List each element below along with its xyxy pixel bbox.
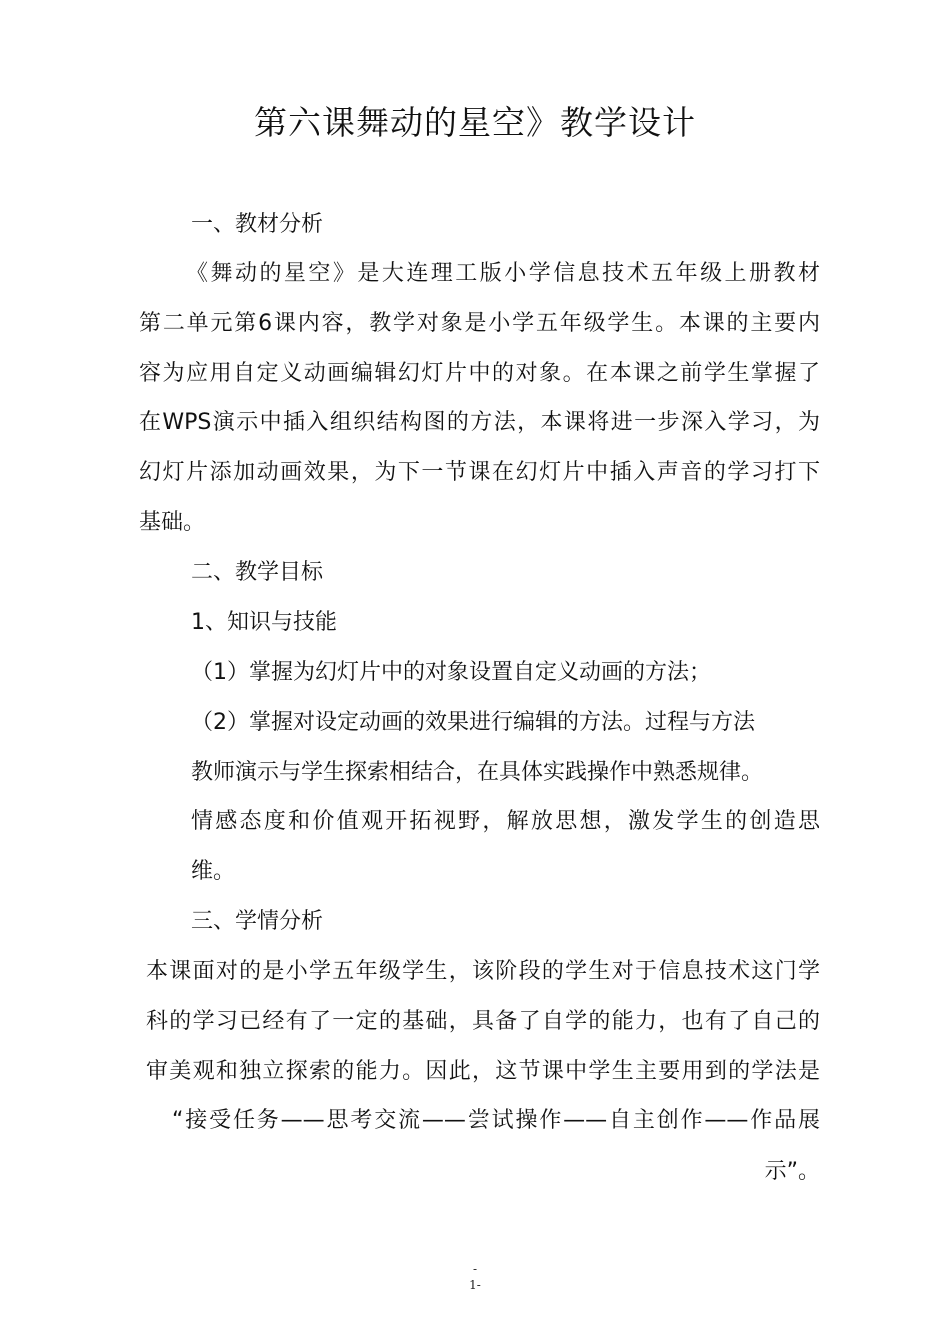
paragraph-line: 在WPS演示中插入组织结构图的方法，本课将进一步深入学习，为: [139, 410, 820, 435]
section-heading-learner-analysis: 三、学情分析: [191, 909, 324, 934]
page-number: 1-: [469, 1278, 481, 1292]
subsection-heading-knowledge: 1、知识与技能: [191, 610, 337, 635]
paragraph-line: “接受任务——思考交流——尝试操作——自主创作——作品展: [172, 1108, 820, 1133]
list-item: （1）掌握为幻灯片中的对象设置自定义动画的方法；: [191, 660, 711, 685]
section-heading-objectives: 二、教学目标: [191, 560, 324, 585]
paragraph-line: 基础。: [139, 510, 206, 535]
paragraph-line: 《舞动的星空》是大连理工版小学信息技术五年级上册教材: [186, 261, 820, 286]
paragraph-line: 教师演示与学生探索相结合，在具体实践操作中熟悉规律。: [191, 760, 764, 785]
paragraph-line: 科的学习已经有了一定的基础，具备了自学的能力，也有了自己的: [146, 1009, 820, 1034]
paragraph-line: 容为应用自定义动画编辑幻灯片中的对象。在本课之前学生掌握了: [139, 361, 820, 386]
paragraph-line: 示”。: [764, 1159, 820, 1184]
paragraph-line: 情感态度和价值观开拓视野，解放思想，激发学生的创造思: [191, 809, 820, 834]
section-heading-analysis: 一、教材分析: [191, 212, 324, 237]
paragraph-line: 幻灯片添加动画效果，为下一节课在幻灯片中插入声音的学习打下: [139, 460, 820, 485]
paragraph-line: 本课面对的是小学五年级学生，该阶段的学生对于信息技术这门学: [146, 959, 820, 984]
list-item: （2）掌握对设定动画的效果进行编辑的方法。过程与方法: [191, 710, 755, 735]
page-footer-dash: -: [472, 1262, 478, 1276]
paragraph-line: 审美观和独立探索的能力。因此，这节课中学生主要用到的学法是: [146, 1059, 820, 1084]
paragraph-line: 维。: [191, 859, 236, 884]
paragraph-line: 第二单元第6课内容，教学对象是小学五年级学生。本课的主要内: [139, 311, 820, 336]
page-title: 第六课舞动的星空》教学设计: [254, 103, 696, 142]
